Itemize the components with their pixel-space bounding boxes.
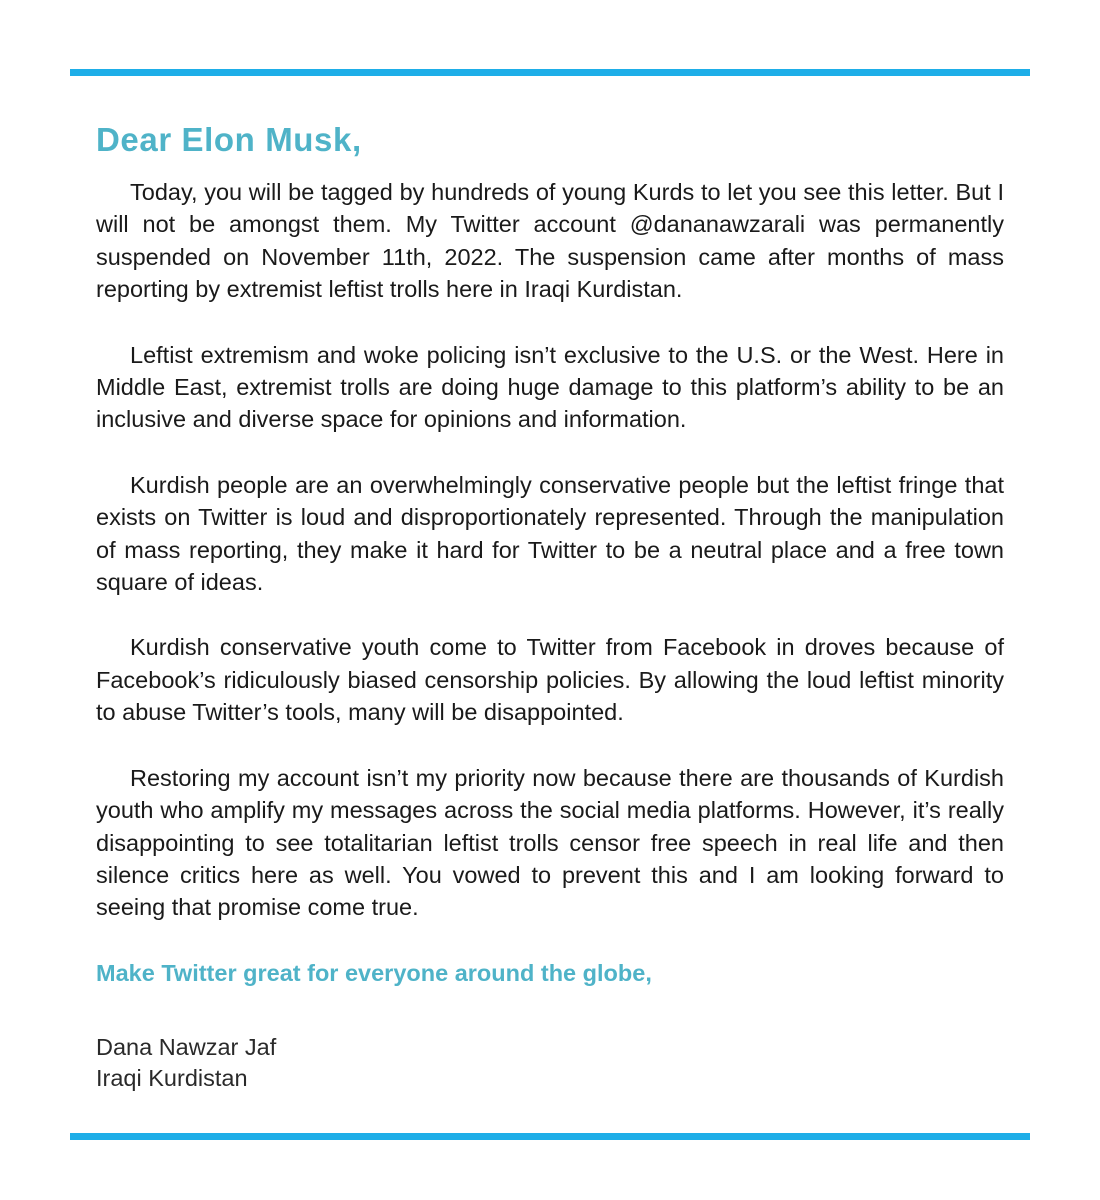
top-accent-rule — [70, 69, 1030, 76]
paragraph-4: Kurdish conservative youth come to Twitter from Facebook in droves because of Facebook’s ridiculously biased censorship policies. By allowing the loud leftist minority to abuse Twitter’s tools, many will be disappointed. — [96, 634, 1004, 726]
salutation: Dear Elon Musk, — [96, 121, 362, 158]
paragraph-2: Leftist extremism and woke policing isn’t exclusive to the U.S. or the West. Here in Middle East, extremist trolls are doing huge damage to this platform’s ability to be an inclusive and diverse space for opinions and information. — [96, 341, 1004, 433]
closing-line: Make Twitter great for everyone around the globe, — [96, 959, 652, 986]
paragraph-1: Today, you will be tagged by hundreds of young Kurds to let you see this letter. But I will not be amongst them. My Twitter account @dananawzarali was permanently suspended on November 11th, 2022. The suspension came after months of mass reporting by extremist leftist trolls here in Iraqi Kurdistan. — [96, 179, 1004, 303]
signature-name: Dana Nawzar Jaf — [96, 1033, 277, 1060]
letter-body — [96, 118, 1004, 1094]
bottom-accent-rule — [70, 1133, 1030, 1140]
paragraph-3: Kurdish people are an overwhelmingly conservative people but the leftist fringe that exists on Twitter is loud and disproportionately represented. Through the manipulation of mass reporting, they make it hard for Twitter to be a neutral place and a free town square of ideas. — [96, 471, 1004, 596]
signature-location: Iraqi Kurdistan — [96, 1064, 248, 1091]
signature-block — [96, 1032, 1004, 1094]
paragraph-5: Restoring my account isn’t my priority now because there are thousands of Kurdish youth who amplify my messages across the social media platforms. However, it’s really disappointing to see totalitarian leftist trolls censor free speech in real life and then silence critics here as well. You vowed to prevent this and I am looking forward to seeing that promise come true. — [96, 764, 1004, 921]
